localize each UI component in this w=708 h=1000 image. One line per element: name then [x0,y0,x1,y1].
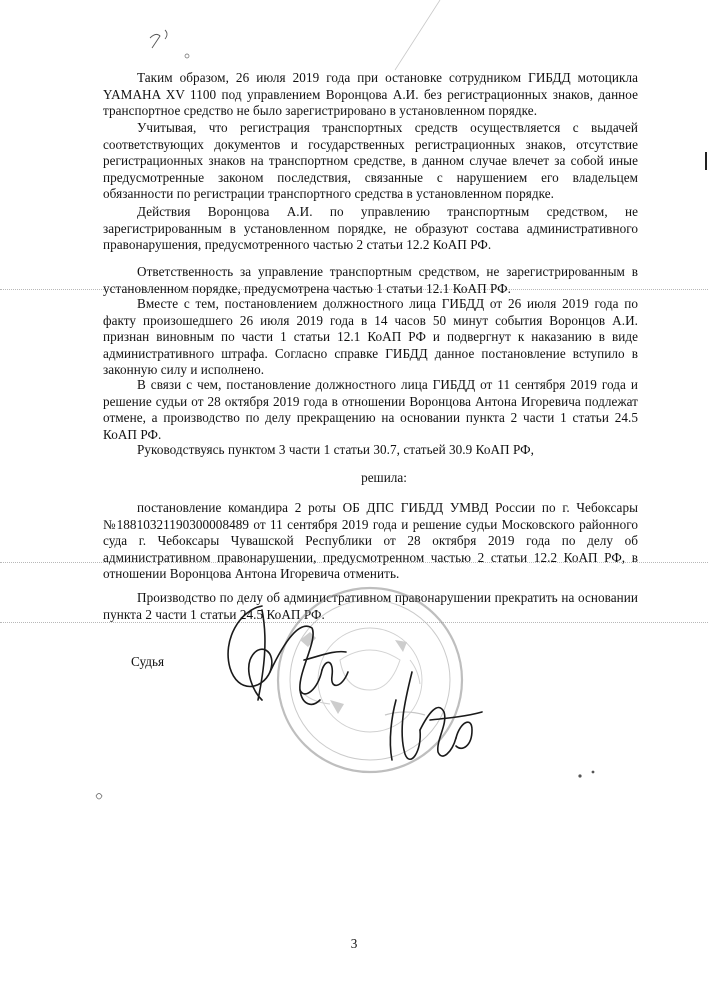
official-stamp [278,588,462,772]
page-number: 3 [350,936,358,951]
signature-1 [228,606,348,704]
paragraph-1: Таким образом, 26 июля 2019 года при остановке сотрудником ГИБДД мотоцикла YAMAHA XV 1100 под управлением Воронцова А.И. без регистрационных знаков, данное транспортное средство не было зарегистрировано в установленном порядке. [103,70,638,119]
pen-mark [185,54,189,58]
paragraph-7: Руководствуясь пунктом 3 части 1 статьи 30.7, статьей 30.9 КоАП РФ, [137,442,534,457]
decision-heading: решила: [361,470,407,485]
scan-artifact-line [395,0,440,70]
signature-label: Судья [131,654,165,669]
termination-paragraph: Производство по делу об административном правонарушении прекратить на основании пункта 2 части 1 статьи 24.5 КоАП РФ. [103,590,638,622]
pen-mark [96,794,102,800]
resolution-paragraph: постановление командира 2 роты ОБ ДПС ГИБДД УМВД России по г. Чебоксары №18810321190300008489 от 11 сентября 2019 года и решение судьи Московского районного суда г. Чебоксары Чувашской Республики от 28 октября 2019 года по делу об административном правонарушении, предусмотренном частью 2 статьи 12.2 КоАП РФ, в отношении Воронцова Антона Игоревича отменить. [103,500,638,582]
pen-mark [592,771,595,774]
paragraph-2: Учитывая, что регистрация транспортных средств осуществляется с выдачей соответствующих документов и государственных регистрационных знаков, отсутствие регистрационных знаков на транспортном средстве, в данном случае влечет за собой иные предусмотренные законом последствия, связанные с нарушением его владельцем обязанности по регистрации транспортного средства в установленном порядке. [103,120,638,202]
signature-2 [390,672,482,760]
paragraph-5: Вместе с тем, постановлением должностного лица ГИБДД от 26 июля 2019 года по факту произошедшего 26 июля 2019 года в 14 часов 50 минут события Воронцов А.И. признан виновным по части 1 статьи 12.1 КоАП РФ и подвергнут к наказанию в виде административного штрафа. Согласно справке ГИБДД данное постановление вступило в законную силу и исполнено. [103,296,638,378]
paragraph-4: Ответственность за управление транспортным средством, не зарегистрированным в установленном порядке, предусмотрена частью 1 статьи 12.1 КоАП РФ. [103,264,638,296]
paragraph-3: Действия Воронцова А.И. по управлению транспортным средством, не зарегистрированным в установленном порядке, не образуют состава административного правонарушения, предусмотренного частью 2 статьи 12.2 КоАП РФ. [103,204,638,253]
pen-mark [150,30,167,48]
pen-mark [578,774,581,777]
paragraph-6: В связи с чем, постановление должностного лица ГИБДД от 11 сентября 2019 года и решение судьи от 28 октября 2019 года в отношении Воронцова Антона Игоревича подлежат отмене, а производство по делу прекращению на основании пункта 2 части 1 статьи 24.5 КоАП РФ. [103,377,638,442]
